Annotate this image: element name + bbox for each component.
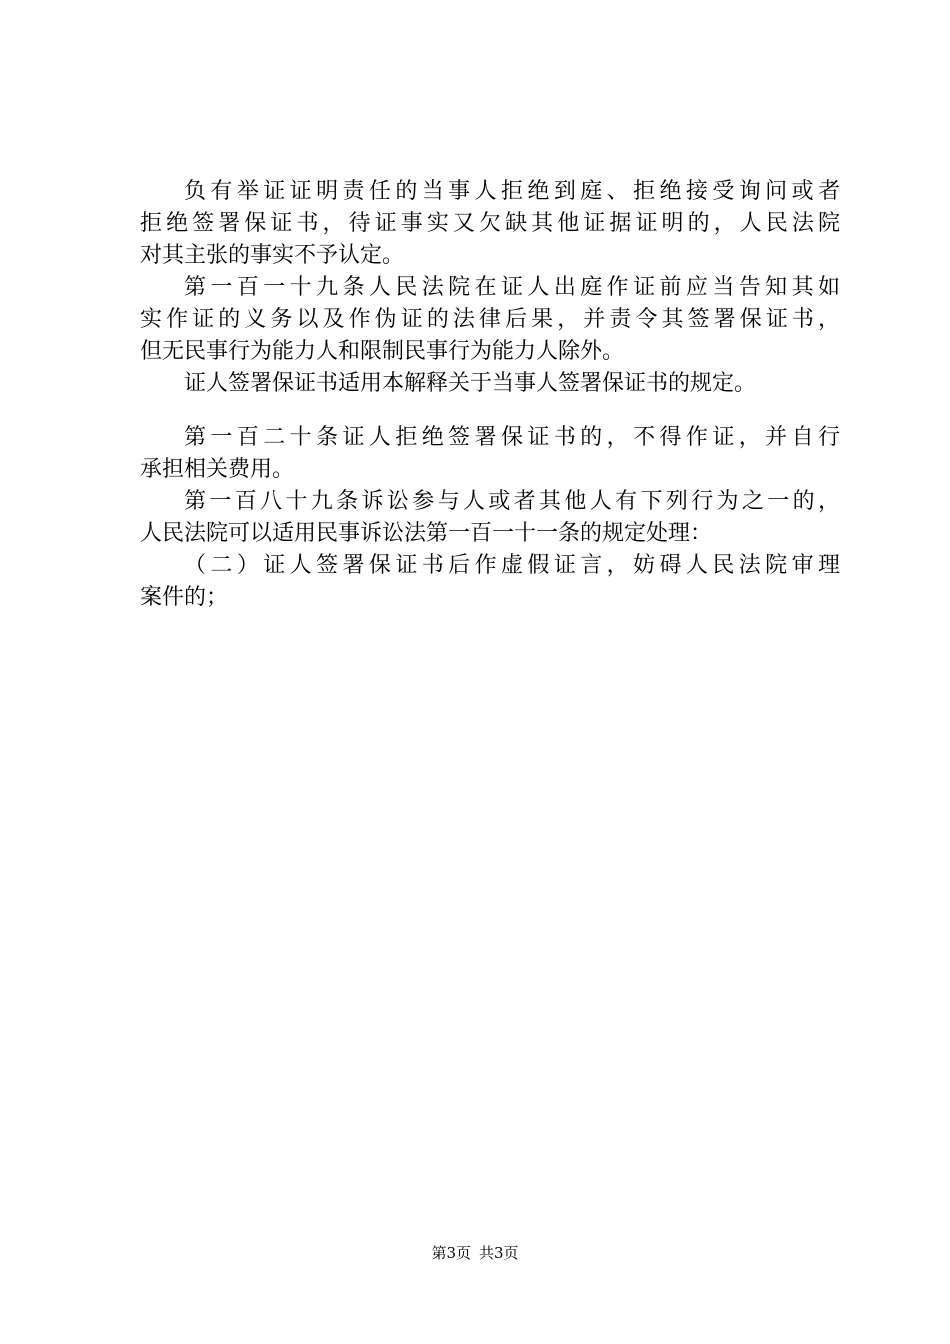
paragraph bbox=[140, 550, 840, 614]
text-line: 人民法院可以适用民事诉讼法第一百一十一条的规定处理： bbox=[140, 521, 713, 546]
paragraph-gap bbox=[140, 400, 840, 422]
page-total: 共3页 bbox=[479, 1244, 519, 1262]
text-line: 第一百二十条证人拒绝签署保证书的，不得作证，并自行 bbox=[184, 425, 840, 450]
paragraph bbox=[140, 368, 840, 400]
text-line: 第一百八十九条诉讼参与人或者其他人有下列行为之一的， bbox=[184, 489, 840, 514]
paragraph bbox=[140, 176, 840, 272]
text-line: 第一百一十九条人民法院在证人出庭作证前应当告知其如 bbox=[184, 275, 840, 300]
page-footer bbox=[0, 1243, 950, 1263]
text-line: 负有举证证明责任的当事人拒绝到庭、拒绝接受询问或者 bbox=[184, 179, 840, 204]
text-line: 拒绝签署保证书，待证事实又欠缺其他证据证明的，人民法院 bbox=[140, 211, 840, 236]
paragraph bbox=[140, 422, 840, 486]
text-line: 但无民事行为能力人和限制民事行为能力人除外。 bbox=[140, 339, 625, 364]
text-line: 证人签署保证书适用本解释关于当事人签署保证书的规定。 bbox=[184, 371, 757, 396]
text-line: 承担相关费用。 bbox=[140, 457, 295, 482]
text-line: 对其主张的事实不予认定。 bbox=[140, 243, 405, 268]
paragraph bbox=[140, 486, 840, 550]
text-line: 实作证的义务以及作伪证的法律后果，并责令其签署保证书， bbox=[140, 307, 840, 332]
paragraph bbox=[140, 272, 840, 368]
text-line: （二）证人签署保证书后作虚假证言，妨碍人民法院审理 bbox=[184, 553, 840, 578]
body-text bbox=[140, 176, 840, 614]
text-line: 案件的； bbox=[140, 585, 229, 610]
page-number: 第3页 bbox=[431, 1244, 471, 1262]
